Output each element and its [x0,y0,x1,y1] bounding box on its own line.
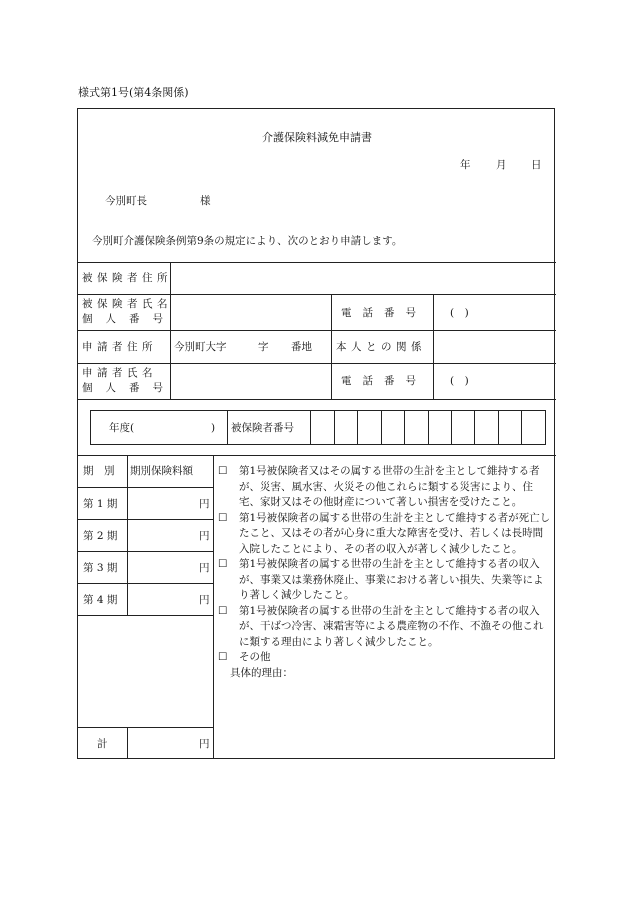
date-month-label: 月 [496,159,507,171]
total-yen: 円 [199,738,210,750]
period-3-amount-field[interactable] [128,552,196,583]
applicant-phone-field[interactable]: ( ) [450,375,469,387]
reason-text: 第1号被保険者の属する世帯の生計を主として維持する者が死亡したこと、又はその者が心身に重大な障害を受け、若しくは長時間入院したことにより、その者の収入が著しく減少したこと。 [239,511,551,555]
form-title: 介護保険料減免申請書 [262,131,372,144]
specific-reason-label: 具体的理由： [230,666,293,679]
application-form [77,108,555,759]
applicant-address-label: 申請者住所 [82,341,157,353]
insured-number-label: 被保険者番号 [231,422,294,434]
period-1-label: 第 1 期 [83,498,118,510]
fiscal-year-close: ) [211,422,216,434]
reason-text: 第1号被保険者の属する世帯の生計を主として維持する者の収入が、事業又は業務休廃止、事業における著しい損失、失業等により著しく減少したこと。 [239,558,544,601]
period-3-label: 第 3 期 [83,562,118,574]
period-2-label: 第 2 期 [83,530,118,542]
period-4-yen: 円 [199,594,210,606]
total-amount-field[interactable] [128,728,196,759]
reason-item-crop-failure [218,604,553,651]
reason-item-disaster [218,464,553,511]
reason-text: その他 [239,651,271,663]
specific-reason-field[interactable] [214,699,555,759]
insured-name-label: 被保険者氏名 [82,298,172,310]
fiscal-year-field[interactable] [149,413,209,441]
insured-number-row [90,410,546,445]
period-1-yen: 円 [199,498,210,510]
fiscal-year-label: 年度( [109,422,135,434]
period-4-amount-field[interactable] [128,584,196,615]
reason-checklist [218,464,553,681]
reason-item-other [218,650,553,666]
period-1-amount-field[interactable] [128,488,196,519]
relationship-label: 本人との関係 [336,341,426,353]
banchi-label: 番地 [291,341,312,353]
intro-text: 今別町介護保険条例第9条の規定により、次のとおり申請します。 [92,235,403,247]
addressee-name: 今別町長 [105,195,147,207]
applicant-id-label: 個人番号 [82,382,176,394]
total-label: 計 [97,738,108,750]
period-2-yen: 円 [199,530,210,542]
reason-text: 第1号被保険者又はその属する世帯の生計を主として維持する者が、災害、風水害、火災その他これらに類する災害により、住宅、家財又はその他財産について著しい損害を受けたこと。 [239,465,540,508]
relationship-field[interactable] [434,331,555,363]
applicant-phone-label: 電話番号 [341,375,427,387]
period-2-amount-field[interactable] [128,520,196,551]
checkbox-crop-failure[interactable]: ☐ [218,604,228,617]
aza-label: 字 [258,341,269,353]
insured-address-field[interactable] [171,263,555,294]
checkbox-death-illness[interactable]: ☐ [218,511,228,524]
insured-phone-label: 電話番号 [341,307,427,319]
reason-item-business-loss [218,557,553,604]
checkbox-other[interactable]: ☐ [218,651,228,663]
insured-phone-field[interactable]: ( ) [450,307,469,319]
insured-name-field[interactable] [171,295,331,330]
reason-text: 第1号被保険者の属する世帯の生計を主として維持する者の収入が、干ばつ冷害、凍霜害等による農産物の不作、不漁その他これに類する理由により著しく減少したこと。 [239,604,544,648]
applicant-name-label: 申請者氏名 [82,367,157,379]
addressee-honorific: 様 [200,195,211,207]
amount-header: 期別保険料額 [130,465,193,477]
period-header: 期 別 [83,465,115,477]
period-3-yen: 円 [199,562,210,574]
insured-id-label: 個人番号 [82,313,176,325]
insured-address-label: 被保険者住所 [82,272,172,284]
applicant-address-field[interactable]: 今別町大字 [174,341,227,353]
date-year-label: 年 [460,159,471,171]
reason-item-death-illness [218,511,553,558]
applicant-name-field[interactable] [171,364,331,399]
form-number-label: 様式第1号(第4条関係) [78,86,189,99]
checkbox-disaster[interactable]: ☐ [218,465,228,477]
period-4-label: 第 4 期 [83,594,118,606]
checkbox-business-loss[interactable]: ☐ [218,558,228,570]
date-day-label: 日 [531,159,542,171]
